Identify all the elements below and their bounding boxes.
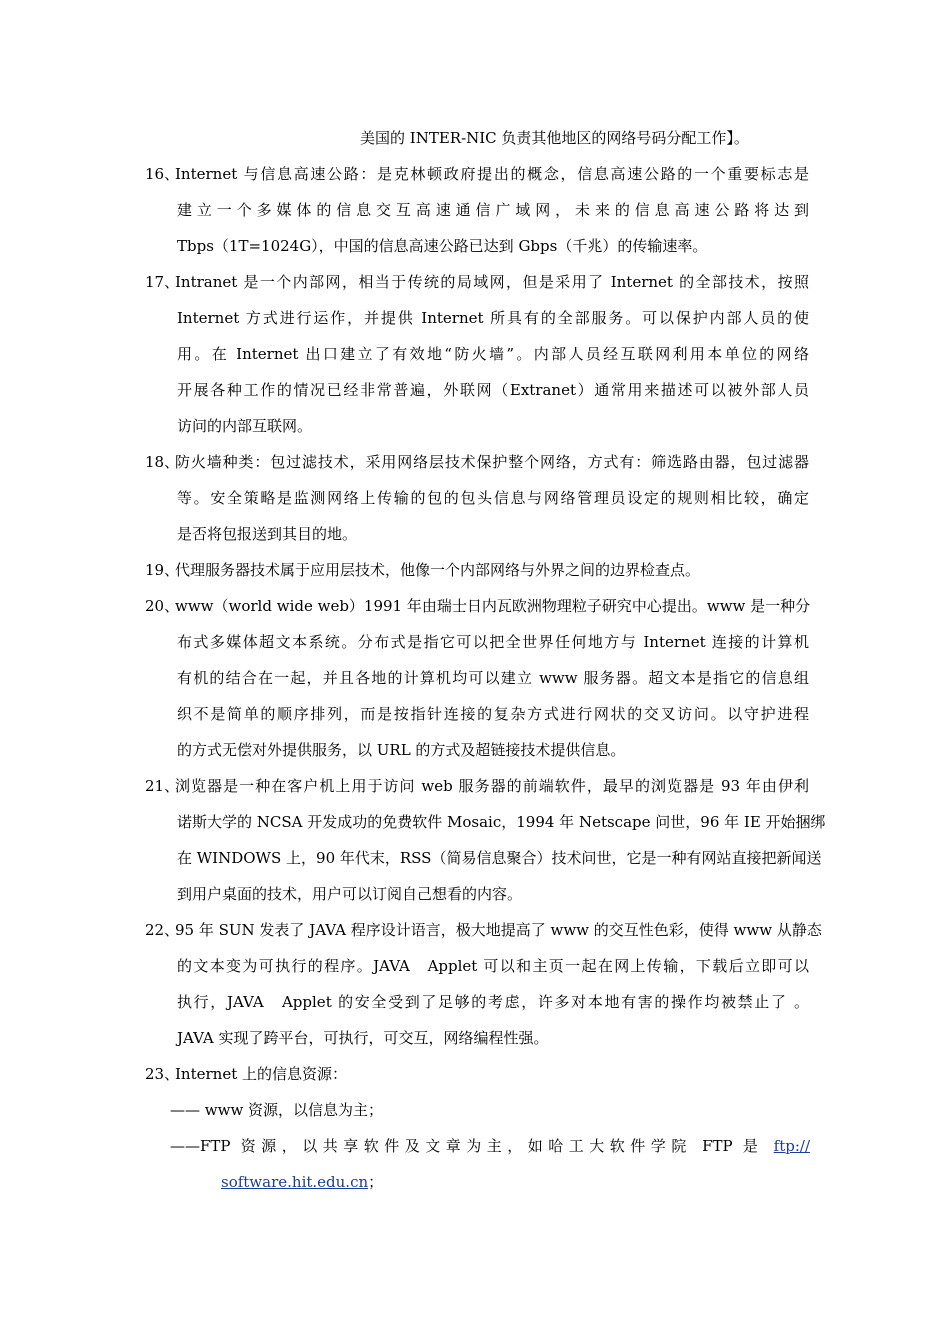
list-item-16 bbox=[145, 156, 809, 264]
list-item-17 bbox=[145, 264, 809, 444]
item-line: 到用户桌面的技术，用户可以订阅自己想看的内容。 bbox=[177, 885, 523, 903]
continuation-line: 美国的 INTER-NIC 负责其他地区的网络号码分配工作】。 bbox=[360, 129, 749, 147]
item-line: 的文本变为可执行的程序。JAVA Applet 可以和主页一起在网上传输，下载后立即可以 bbox=[177, 957, 809, 975]
item-line: 95 年 SUN 发表了 JAVA 程序设计语言，极大地提高了 www 的交互性色彩，使得 www 从静态 bbox=[175, 921, 822, 939]
item-number: 23、 bbox=[145, 1065, 180, 1083]
item-line: 在 WINDOWS 上，90 年代末，RSS（简易信息聚合）技术问世，它是一种有网站直接把新闻送 bbox=[177, 849, 822, 867]
item-line: 防火墙种类：包过滤技术，采用网络层技术保护整个网络，方式有：筛选路由器，包过滤器 bbox=[175, 453, 809, 471]
item-line: Tbps（1T=1024G），中国的信息高速公路已达到 Gbps（千兆）的传输速率。 bbox=[177, 237, 708, 255]
sub-item-ftp-tail: ； bbox=[368, 1173, 384, 1191]
item-line: 的方式无偿对外提供服务，以 URL 的方式及超链接技术提供信息。 bbox=[177, 741, 626, 759]
item-line: 等。安全策略是监测网络上传输的包的包头信息与网络管理员设定的规则相比较，确定 bbox=[177, 489, 809, 507]
ftp-link-part1[interactable]: ftp:// bbox=[773, 1137, 810, 1155]
item-line: 执行，JAVA Applet 的安全受到了足够的考虑，许多对本地有害的操作均被禁止了 。 bbox=[177, 993, 809, 1011]
item-line: 用。在 Internet 出口建立了有效地“防火墙”。内部人员经互联网利用本单位的网络 bbox=[177, 345, 809, 363]
item-line: 有机的结合在一起，并且各地的计算机均可以建立 www 服务器。超文本是指它的信息组 bbox=[177, 669, 809, 687]
item-line: JAVA 实现了跨平台，可执行，可交互，网络编程性强。 bbox=[177, 1029, 549, 1047]
sub-item-ftp-text: ——FTP 资源，以共享软件及文章为主，如哈工大软件学院 FTP 是 bbox=[170, 1137, 764, 1155]
list-item-20 bbox=[145, 588, 809, 768]
item-line: Internet 与信息高速公路：是克林顿政府提出的概念，信息高速公路的一个重要标志是 bbox=[175, 165, 809, 183]
item-line: 建立一个多媒体的信息交互高速通信广域网，未来的信息高速公路将达到 bbox=[177, 201, 809, 219]
item-line: 浏览器是一种在客户机上用于访问 web 服务器的前端软件，最早的浏览器是 93 年由伊利 bbox=[175, 777, 809, 795]
list-item-23 bbox=[145, 1056, 809, 1092]
item-line: 织不是简单的顺序排列，而是按指针连接的复杂方式进行网状的交叉访问。以守护进程 bbox=[177, 705, 809, 723]
item-number: 21、 bbox=[145, 777, 180, 795]
item-number: 16、 bbox=[145, 165, 180, 183]
item-number: 18、 bbox=[145, 453, 180, 471]
sub-item-ftp-continued bbox=[221, 1164, 383, 1200]
list-item-21 bbox=[145, 768, 826, 912]
item-line: 是否将包报送到其目的地。 bbox=[177, 525, 358, 543]
item-number: 17、 bbox=[145, 273, 180, 291]
list-item-18 bbox=[145, 444, 809, 552]
item-line: www（world wide web）1991 年由瑞士日内瓦欧洲物理粒子研究中心提出。www 是一种分 bbox=[175, 597, 811, 615]
item-line: 开展各种工作的情况已经非常普遍，外联网（Extranet）通常用来描述可以被外部人员 bbox=[177, 381, 809, 399]
item-line: 布式多媒体超文本系统。分布式是指它可以把全世界任何地方与 Internet 连接的计算机 bbox=[177, 633, 809, 651]
item-line: 代理服务器技术属于应用层技术，他像一个内部网络与外界之间的边界检查点。 bbox=[175, 561, 701, 579]
item-line: Intranet 是一个内部网，相当于传统的局域网，但是采用了 Internet 的全部技术，按照 bbox=[175, 273, 809, 291]
sub-item-www: —— www 资源，以信息为主； bbox=[170, 1101, 384, 1119]
item-number: 20、 bbox=[145, 597, 180, 615]
list-item-22 bbox=[145, 912, 822, 1056]
item-line: Internet 方式进行运作，并提供 Internet 所具有的全部服务。可以保护内部人员的使 bbox=[177, 309, 809, 327]
item-line: 诺斯大学的 NCSA 开发成功的免费软件 Mosaic，1994 年 Netscape 问世，96 年 IE 开始捆绑 bbox=[177, 813, 826, 831]
item-line: Internet 上的信息资源： bbox=[175, 1065, 347, 1083]
ftp-link-part2[interactable]: software.hit.edu.cn bbox=[221, 1173, 369, 1191]
list-item-19 bbox=[145, 552, 809, 588]
item-number: 22、 bbox=[145, 921, 180, 939]
sub-item-ftp bbox=[170, 1128, 810, 1164]
item-line: 访问的内部互联网。 bbox=[177, 417, 313, 435]
item-number: 19、 bbox=[145, 561, 180, 579]
